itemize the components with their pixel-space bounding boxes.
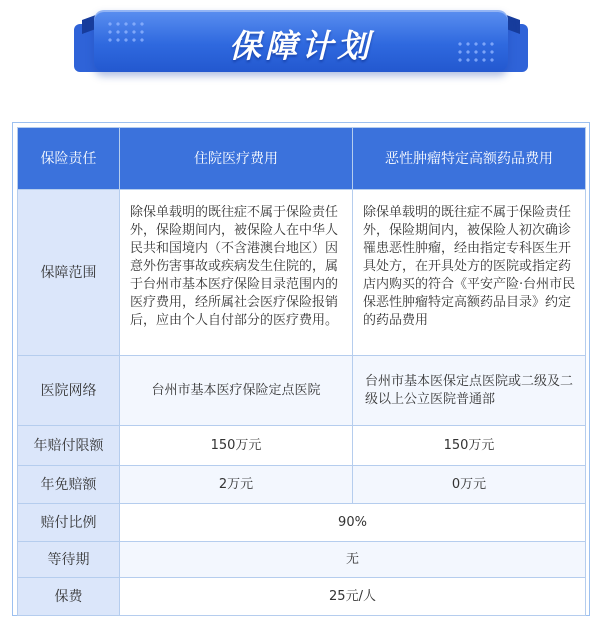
header-liability: 保险责任 [18,128,120,190]
ratio-value: 90% [120,504,586,542]
network-hospital: 台州市基本医疗保险定点医院 [120,356,353,426]
scope-cancer-drug: 除保单载明的既往症不属于保险责任外，保险期间内，被保险人初次确诊罹患恶性肿瘤，经由指定专科医生开具处方，在开具处方的医院或指定药店内购买的符合《平安产险·台州市民保恶性肿瘤特定高额药品目录》约定的药品费用 [353,190,586,356]
title-ribbon [74,10,528,84]
row-label-deductible: 年免赔额 [18,466,120,504]
row-label-limit: 年赔付限额 [18,426,120,466]
table-row-limit [18,426,586,466]
row-label-ratio: 赔付比例 [18,504,120,542]
waiting-value: 无 [120,542,586,578]
network-cancer-drug: 台州市基本医保定点医院或二级及二级以上公立医院普通部 [353,356,586,426]
row-label-network: 医院网络 [18,356,120,426]
table-row-deductible [18,466,586,504]
table-header-row [18,128,586,190]
ribbon-front [94,10,508,72]
table-row-ratio [18,504,586,542]
header-cancer-drug-cost: 恶性肿瘤特定高额药品费用 [353,128,586,190]
deductible-cancer-drug: 0万元 [353,466,586,504]
row-label-scope: 保障范围 [18,190,120,356]
table-row-scope [18,190,586,356]
premium-value: 25元/人 [120,578,586,616]
page-title: 保障计划 [228,27,373,65]
table-row-premium [18,578,586,616]
row-label-premium: 保费 [18,578,120,616]
header-hospital-cost: 住院医疗费用 [120,128,353,190]
table-row-waiting [18,542,586,578]
limit-cancer-drug: 150万元 [353,426,586,466]
deductible-hospital: 2万元 [120,466,353,504]
row-label-waiting: 等待期 [18,542,120,578]
limit-hospital: 150万元 [120,426,353,466]
scope-hospital: 除保单载明的既往症不属于保险责任外，保险期间内，被保险人在中华人民共和国境内（不含港澳台地区）因意外伤害事故或疾病发生住院的，属于台州市基本医疗保险目录范围内的医疗费用，经所属社会医疗保险报销后，应由个人自付部分的医疗费用。 [120,190,353,356]
plan-table [17,127,586,616]
table-row-network [18,356,586,426]
